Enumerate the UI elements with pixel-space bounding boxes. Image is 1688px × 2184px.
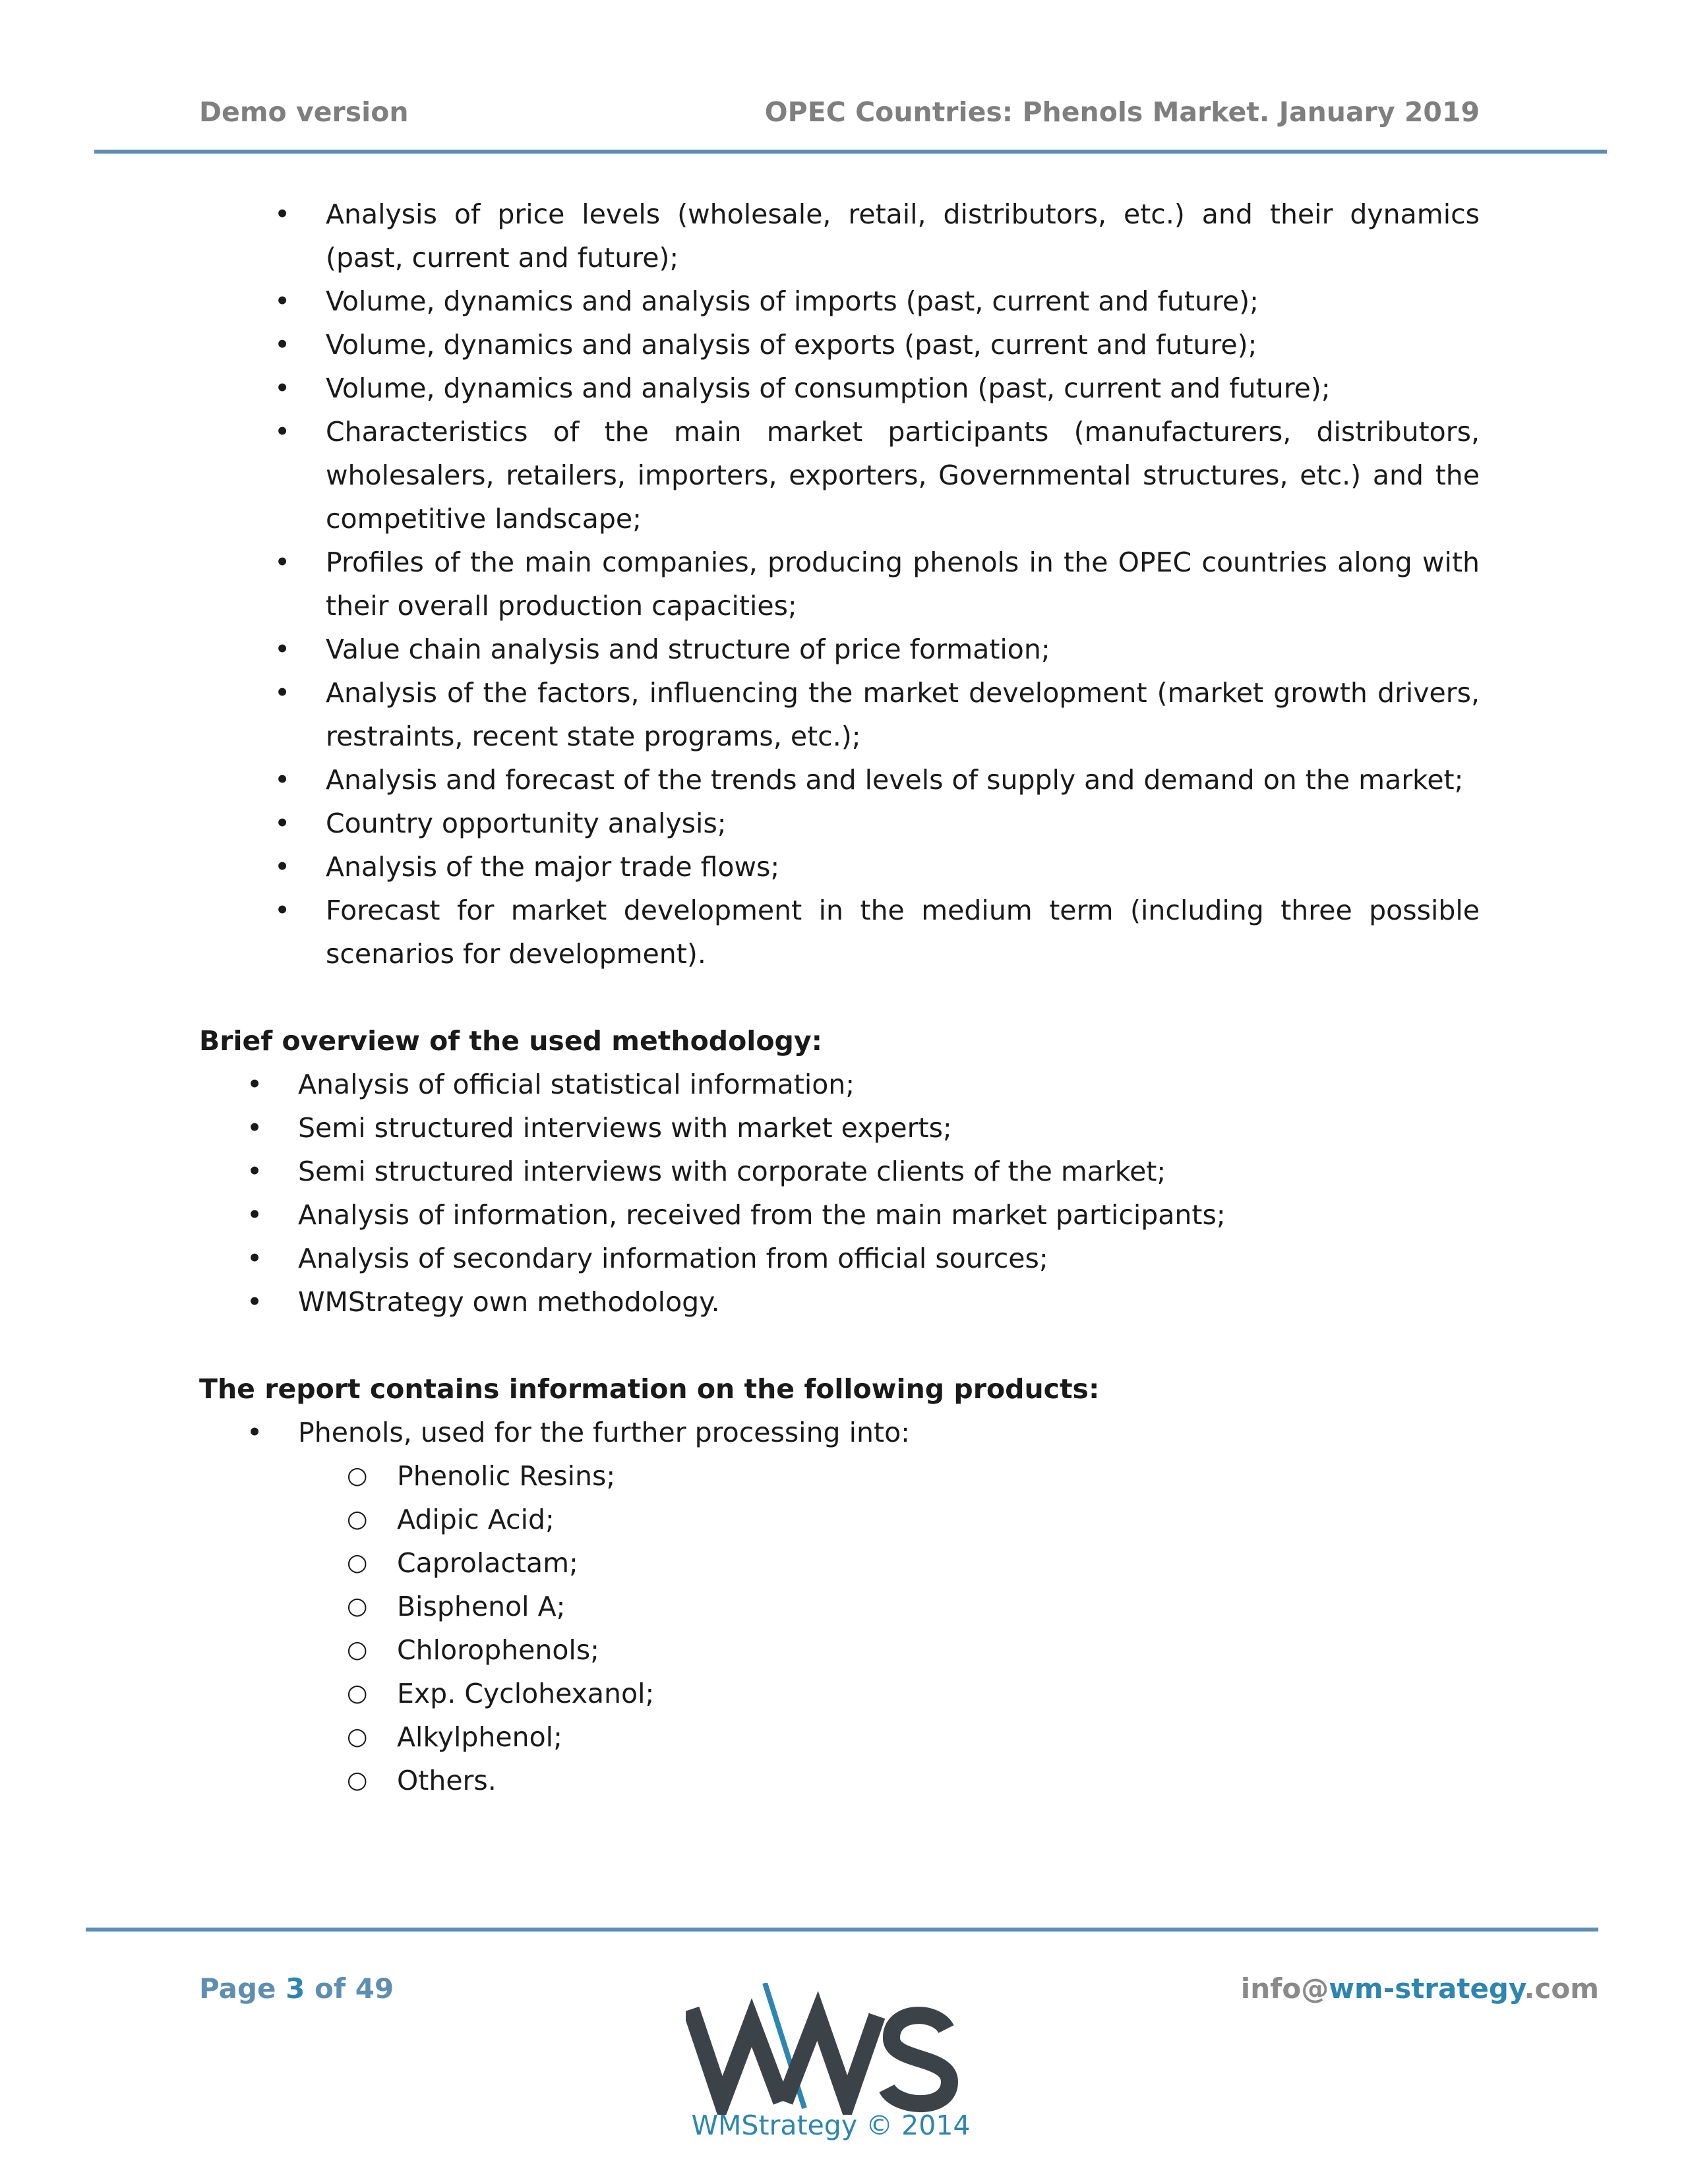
list-item: • Volume, dynamics and analysis of exports (past, current and future); <box>199 323 1480 367</box>
bullet-icon: • <box>274 329 291 361</box>
list-item: • Analysis of the factors, influencing the market development (market growth drivers, restraints, recent state programs, etc.); <box>199 671 1480 758</box>
list-item: • Analysis of secondary information from official sources; <box>199 1237 1480 1280</box>
bullet-icon: • <box>274 285 291 317</box>
list-item: • Value chain analysis and structure of price formation; <box>199 628 1480 671</box>
bullet-icon: • <box>274 198 291 230</box>
circle-bullet-icon: ○ <box>347 1723 368 1750</box>
circle-bullet-icon: ○ <box>347 1462 368 1489</box>
circle-bullet-icon: ○ <box>347 1593 368 1620</box>
bullet-icon: • <box>247 1417 263 1448</box>
circle-bullet-icon: ○ <box>347 1506 368 1533</box>
list-item: • Analysis of official statistical information; <box>199 1063 1480 1106</box>
page-header <box>199 96 1480 136</box>
list-item: • Analysis of information, received from the main market participants; <box>199 1193 1480 1237</box>
list-item: • Semi structured interviews with corporate clients of the market; <box>199 1150 1480 1193</box>
list-item: • Phenols, used for the further processing into: <box>199 1411 1480 1454</box>
bullet-icon: • <box>274 546 291 578</box>
list-item: • Country opportunity analysis; <box>199 802 1480 845</box>
circle-bullet-icon: ○ <box>347 1767 368 1794</box>
circle-bullet-icon: ○ <box>347 1680 368 1707</box>
copyright-text: WMStrategy © 2014 <box>691 2110 971 2141</box>
list-item: ○ Alkylphenol; <box>199 1715 1480 1759</box>
bullet-icon: • <box>274 895 291 926</box>
list-item: • Analysis of the major trade flows; <box>199 845 1480 889</box>
header-demo-label: Demo version <box>199 96 409 128</box>
list-item: • Profiles of the main companies, producing phenols in the OPEC countries along with their overall production capacities; <box>199 541 1480 628</box>
list-item: ○ Adipic Acid; <box>199 1498 1480 1541</box>
list-item: • Semi structured interviews with market experts; <box>199 1106 1480 1150</box>
list-item: ○ Caprolactam; <box>199 1541 1480 1585</box>
bullet-icon: • <box>274 416 291 448</box>
bullet-icon: • <box>274 808 291 839</box>
list-item: ○ Chlorophenols; <box>199 1628 1480 1672</box>
document-body <box>199 192 1480 1802</box>
circle-bullet-icon: ○ <box>347 1636 368 1663</box>
list-item: • Forecast for market development in the medium term (including three possible scenarios for development). <box>199 889 1480 976</box>
list-item: • WMStrategy own methodology. <box>199 1280 1480 1324</box>
products-heading: The report contains information on the following products: <box>199 1373 1100 1405</box>
bullet-icon: • <box>247 1069 263 1100</box>
bullet-icon: • <box>274 677 291 709</box>
circle-bullet-icon: ○ <box>347 1549 368 1576</box>
bullet-icon: • <box>247 1243 263 1274</box>
products-sublist <box>199 1454 1480 1802</box>
bullet-icon: • <box>247 1199 263 1231</box>
bullet-icon: • <box>274 634 291 665</box>
list-item: ○ Bisphenol A; <box>199 1585 1480 1628</box>
footer-divider <box>86 1928 1598 1932</box>
bullet-icon: • <box>274 851 291 883</box>
list-item: • Analysis and forecast of the trends and levels of supply and demand on the market; <box>199 758 1480 802</box>
methodology-list <box>199 1063 1480 1324</box>
bullet-icon: • <box>274 372 291 404</box>
bullet-icon: • <box>247 1112 263 1144</box>
list-item: ○ Others. <box>199 1759 1480 1802</box>
list-item: • Characteristics of the main market participants (manufacturers, distributors, wholesalers, retailers, importers, exporters, Governmental structures, etc.) and the competitive landscape; <box>199 410 1480 541</box>
bullet-icon: • <box>274 764 291 796</box>
scope-list <box>199 192 1480 976</box>
bullet-icon: • <box>247 1156 263 1187</box>
contact-email[interactable]: info@wm-strategy.com <box>1240 1972 1599 2005</box>
header-divider <box>94 150 1607 154</box>
list-item: • Volume, dynamics and analysis of imports (past, current and future); <box>199 280 1480 323</box>
bullet-icon: • <box>247 1286 263 1318</box>
list-item: ○ Phenolic Resins; <box>199 1454 1480 1498</box>
methodology-heading: Brief overview of the used methodology: <box>199 1025 822 1057</box>
page-number: Page 3 of 49 <box>199 1972 394 2005</box>
products-list <box>199 1411 1480 1454</box>
wms-logo-icon <box>686 1983 963 2115</box>
list-item: • Volume, dynamics and analysis of consumption (past, current and future); <box>199 367 1480 410</box>
header-report-title: OPEC Countries: Phenols Market. January 2019 <box>764 96 1480 128</box>
list-item: ○ Exp. Cyclohexanol; <box>199 1672 1480 1715</box>
list-item: • Analysis of price levels (wholesale, retail, distributors, etc.) and their dynamics (past, current and future); <box>199 192 1480 280</box>
